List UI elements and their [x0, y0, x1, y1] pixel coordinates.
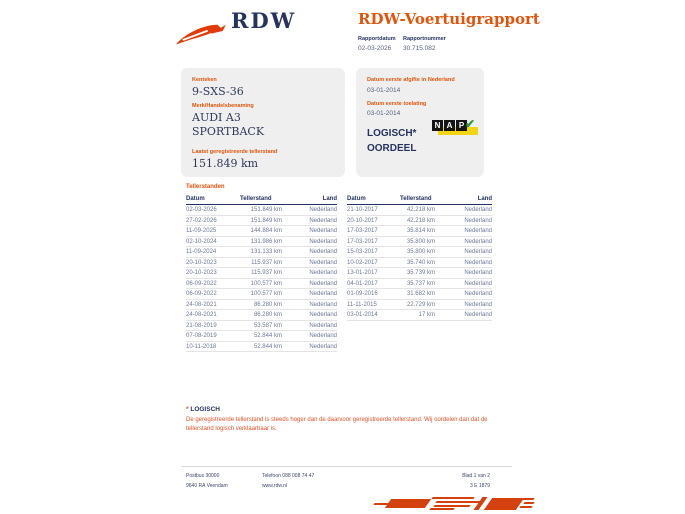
table-cell: 11-09-2024 — [186, 247, 240, 258]
table-row — [347, 247, 492, 258]
tellerstand-label: Laatst geregistreerde tellerstand — [192, 149, 278, 156]
table-cell: 35.740 km — [400, 257, 435, 268]
table-cell: 100.577 km — [240, 278, 282, 289]
table-row — [347, 226, 492, 237]
rapportdatum-label: Rapportdatum — [358, 36, 396, 42]
footer-address-line2: 9640 RA Veendam — [186, 483, 228, 489]
table-cell: 42.218 km — [400, 215, 435, 226]
table-cell: 53.587 km — [240, 320, 282, 331]
table-cell: 35.737 km — [400, 278, 435, 289]
footer-address — [186, 471, 228, 491]
table-cell: Nederland — [282, 341, 337, 352]
table-cell: 144.884 km — [240, 226, 282, 237]
kenteken-label: Kenteken — [192, 77, 217, 83]
table-cell: 02-10-2024 — [186, 236, 240, 247]
table-cell: Nederland — [435, 289, 492, 300]
table-cell: 151.849 km — [240, 205, 282, 216]
table-cell: 100.577 km — [240, 289, 282, 300]
table-cell: 86.280 km — [240, 299, 282, 310]
table-cell: 20-10-2017 — [347, 215, 400, 226]
table-cell: 20-10-2023 — [186, 268, 240, 279]
footer-page-info — [420, 471, 490, 491]
table-cell: Nederland — [282, 278, 337, 289]
table-cell: Nederland — [435, 226, 492, 237]
rapportdatum-value: 02-03-2026 — [358, 45, 392, 52]
rapportdatum-block — [358, 36, 396, 52]
table-cell: 21-10-2017 — [347, 205, 400, 216]
rdw-wordmark: RDW — [231, 8, 297, 33]
table-cell: 115.937 km — [240, 257, 282, 268]
table-cell: Nederland — [282, 205, 337, 216]
nap-logo-icon — [432, 117, 480, 137]
logisch-footnote-heading — [186, 406, 220, 413]
table-cell: 17-03-2017 — [347, 226, 400, 237]
table-cell: 17-03-2017 — [347, 236, 400, 247]
table-cell: Nederland — [282, 299, 337, 310]
table-cell: 04-01-2017 — [347, 278, 400, 289]
table-cell: 06-09-2022 — [186, 278, 240, 289]
table-cell: 35.800 km — [400, 247, 435, 258]
column-header-tellerstand: Tellerstand — [240, 194, 282, 205]
tellerstanden-table-right — [347, 194, 492, 321]
table-cell: Nederland — [435, 236, 492, 247]
table-cell: Nederland — [282, 215, 337, 226]
footer-form-code: 3 E 1879 — [469, 483, 490, 489]
table-cell: 24-08-2021 — [186, 299, 240, 310]
table-cell: Nederland — [435, 278, 492, 289]
table-cell: 01-09-2016 — [347, 289, 400, 300]
column-header-land: Land — [435, 194, 492, 205]
table-row — [186, 268, 337, 279]
table-cell: 35.800 km — [400, 236, 435, 247]
nap-checkmark-icon: ✔ — [465, 117, 476, 131]
table-cell: 03-01-2014 — [347, 310, 400, 321]
table-row — [186, 247, 337, 258]
column-header-datum: Datum — [186, 194, 240, 205]
table-cell: Nederland — [282, 268, 337, 279]
table-cell: Nederland — [435, 215, 492, 226]
table-row — [347, 310, 492, 321]
table-cell: Nederland — [282, 331, 337, 342]
rapportnummer-value: 30.715.082 — [403, 45, 436, 52]
rdw-wing-logo-icon — [176, 18, 230, 46]
table-cell: 13-01-2017 — [347, 268, 400, 279]
table-row — [186, 320, 337, 331]
column-header-datum: Datum — [347, 194, 400, 205]
table-cell: Nederland — [282, 289, 337, 300]
table-row — [347, 215, 492, 226]
registration-panel — [356, 68, 484, 177]
table-row — [347, 257, 492, 268]
table-cell: 151.849 km — [240, 215, 282, 226]
table-row — [186, 226, 337, 237]
table-cell: 22.729 km — [400, 299, 435, 310]
table-cell: 17 km — [400, 310, 435, 321]
table-row — [186, 299, 337, 310]
table-cell: 52.844 km — [240, 341, 282, 352]
table-row — [186, 236, 337, 247]
table-row — [186, 257, 337, 268]
table-cell: 15-03-2017 — [347, 247, 400, 258]
tellerstand-value: 151.849 km — [192, 156, 259, 170]
table-cell: Nederland — [435, 310, 492, 321]
table-cell: 42.218 km — [400, 205, 435, 216]
toelating-value: 03-01-2014 — [367, 110, 401, 118]
rapportnummer-block — [403, 36, 446, 52]
table-header-row — [347, 194, 492, 205]
table-row — [347, 278, 492, 289]
table-cell: 27-02-2026 — [186, 215, 240, 226]
footer-website: www.rdw.nl — [262, 483, 288, 489]
table-cell: Nederland — [282, 236, 337, 247]
table-cell: Nederland — [435, 299, 492, 310]
rapportnummer-label: Rapportnummer — [403, 36, 446, 42]
merk-label: Merk/Handelsbenaming — [192, 103, 254, 110]
column-header-tellerstand: Tellerstand — [400, 194, 435, 205]
table-row — [347, 205, 492, 216]
table-row — [186, 205, 337, 216]
oordeel-line2: OORDEEL — [367, 142, 417, 154]
table-cell: 21-08-2019 — [186, 320, 240, 331]
table-header-row — [186, 194, 337, 205]
table-cell: Nederland — [282, 310, 337, 321]
logisch-footnote-body: De geregistreerde tellerstand is steeds hoger dan de daarvoor geregistreerde tellerstand. Wij oordelen dan dat de tellerstand logisch verklaarbaar is. — [186, 417, 488, 433]
table-row — [347, 236, 492, 247]
table-cell: Nederland — [435, 268, 492, 279]
table-cell: Nederland — [282, 226, 337, 237]
table-cell: 35.739 km — [400, 268, 435, 279]
table-cell: 35.814 km — [400, 226, 435, 237]
nap-letter-p: P — [456, 120, 467, 131]
table-cell: 11-09-2025 — [186, 226, 240, 237]
table-cell: Nederland — [282, 320, 337, 331]
table-cell: 06-09-2022 — [186, 289, 240, 300]
footer-page-number: Blad 1 van 2 — [462, 473, 490, 479]
table-cell: 131.133 km — [240, 247, 282, 258]
table-cell: 115.937 km — [240, 268, 282, 279]
table-row — [186, 289, 337, 300]
table-row — [347, 289, 492, 300]
table-row — [186, 341, 337, 352]
table-cell: 02-03-2026 — [186, 205, 240, 216]
table-cell: 20-10-2023 — [186, 257, 240, 268]
footer-divider — [181, 466, 512, 467]
footnote-asterisk: * — [186, 406, 191, 413]
table-row — [186, 215, 337, 226]
vehicle-panel — [181, 68, 345, 177]
table-row — [186, 331, 337, 342]
table-cell: 52.844 km — [240, 331, 282, 342]
table-cell: 131.986 km — [240, 236, 282, 247]
table-cell: Nederland — [435, 247, 492, 258]
nap-letter-n: N — [432, 120, 443, 131]
table-row — [186, 310, 337, 321]
column-header-land: Land — [282, 194, 337, 205]
table-cell: 10-11-2018 — [186, 341, 240, 352]
afgifte-label: Datum eerste afgifte in Nederland — [367, 77, 455, 83]
table-cell: 24-08-2021 — [186, 310, 240, 321]
table-cell: 10-02-2017 — [347, 257, 400, 268]
table-cell: 86.280 km — [240, 310, 282, 321]
toelating-label: Datum eerste toelating — [367, 100, 427, 107]
table-row — [347, 268, 492, 279]
table-cell: Nederland — [282, 247, 337, 258]
tellerstanden-table-left — [186, 194, 337, 352]
tellerstanden-section-title: Tellerstanden — [186, 184, 225, 190]
table-cell: 11-11-2015 — [347, 299, 400, 310]
nap-letter-a: A — [444, 120, 455, 131]
table-row — [347, 299, 492, 310]
footer-phone: Telefoon 088 008 74 47 — [262, 473, 315, 479]
merk-value-line1: AUDI A3 — [192, 110, 241, 124]
page-title: RDW-Voertuigrapport — [358, 10, 540, 28]
table-cell: Nederland — [435, 205, 492, 216]
speed-stripes-graphic-icon — [372, 495, 534, 512]
footer-contact — [262, 471, 314, 491]
footer-address-line1: Postbus 30000 — [186, 473, 220, 479]
table-cell: 31.682 km — [400, 289, 435, 300]
table-cell: 07-08-2019 — [186, 331, 240, 342]
footnote-heading-text: LOGISCH — [190, 406, 220, 413]
kenteken-value: 9-SXS-36 — [192, 84, 244, 98]
table-cell: Nederland — [282, 257, 337, 268]
table-cell: Nederland — [435, 257, 492, 268]
merk-value-line2: SPORTBACK — [192, 125, 265, 139]
afgifte-value: 03-01-2014 — [367, 86, 401, 94]
table-row — [186, 278, 337, 289]
oordeel-line1: LOGISCH* — [367, 128, 417, 140]
